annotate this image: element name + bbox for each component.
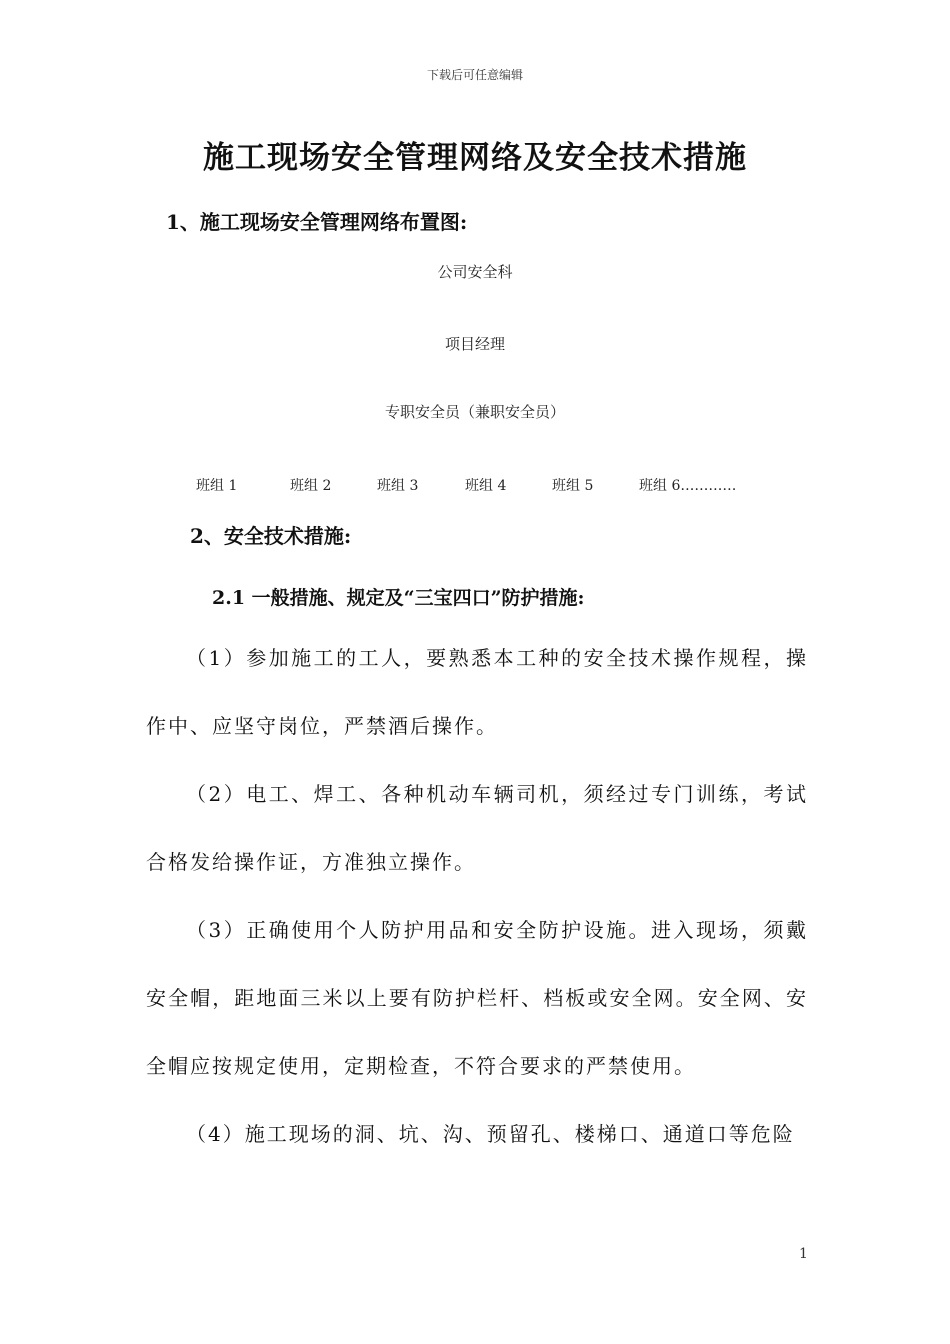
- section-2-heading: 2、安全技术措施:: [190, 524, 352, 548]
- section-2-1-heading: 2.1 一般措施、规定及“三宝四口”防护措施:: [212, 587, 585, 609]
- paragraph-1: （1）参加施工的工人，要熟悉本工种的安全技术操作规程，操作中、应坚守岗位，严禁酒后操作。: [146, 646, 808, 738]
- org-level-project-manager: 项目经理: [444, 335, 505, 353]
- page-number: 1: [799, 1246, 808, 1262]
- page-header-note: 下载后可任意编辑: [426, 68, 523, 82]
- section-1-heading: 1、施工现场安全管理网络布置图:: [166, 210, 468, 234]
- org-team-6: 班组 6…………: [639, 478, 737, 494]
- org-team-3: 班组 3: [377, 478, 419, 494]
- paragraph-3: （3）正确使用个人防护用品和安全防护设施。进入现场，须戴安全帽，距地面三米以上要有防护栏杆、档板或安全网。安全网、安全帽应按规定使用，定期检查，不符合要求的严禁使用。: [146, 918, 808, 1078]
- org-team-5: 班组 5: [552, 478, 594, 494]
- org-team-4: 班组 4: [465, 478, 507, 494]
- document-title: 施工现场安全管理网络及安全技术措施: [203, 140, 747, 176]
- org-team-1: 班组 1: [196, 478, 238, 494]
- org-level-company-safety: 公司安全科: [437, 263, 513, 281]
- paragraph-4: （4）施工现场的洞、坑、沟、预留孔、楼梯口、通道口等危险: [186, 1122, 795, 1146]
- org-team-2: 班组 2: [290, 478, 332, 494]
- paragraph-2: （2）电工、焊工、各种机动车辆司机，须经过专门训练，考试合格发给操作证，方准独立操作。: [146, 782, 808, 874]
- org-level-safety-officer: 专职安全员（兼职安全员）: [384, 403, 565, 421]
